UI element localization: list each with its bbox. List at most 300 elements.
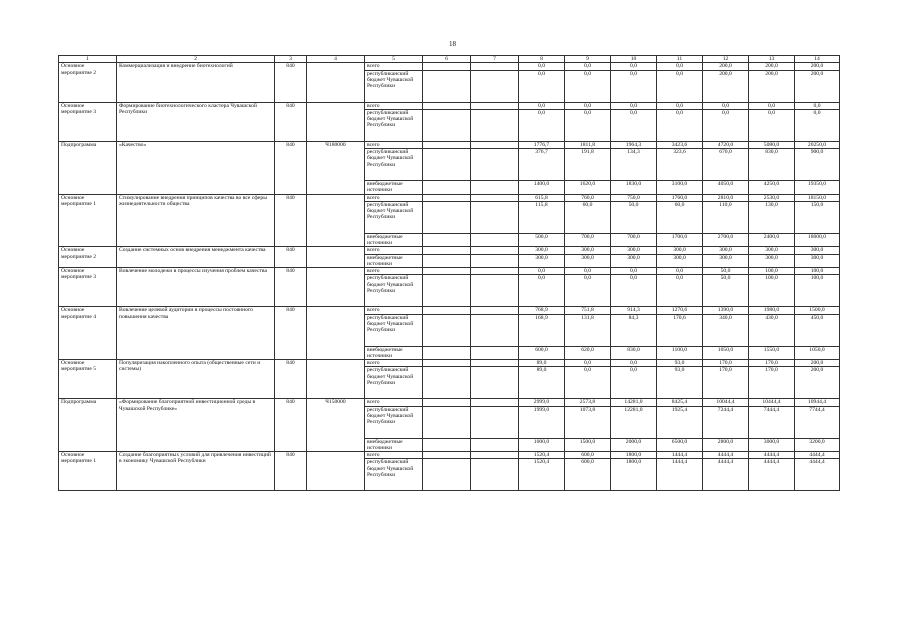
- amount-cell-col-9: 1073,8: [565, 406, 611, 438]
- program-name-cell: Популяризация накопленного опыта (общественные сети и системы): [117, 360, 275, 399]
- empty-cell-7: [471, 459, 519, 491]
- amount-cell-col-8: 115,8: [519, 201, 565, 233]
- table-body: [59, 56, 840, 491]
- amount-cell-col-9: 300,0: [565, 247, 611, 254]
- amount-cell-col-9: 0,0: [565, 367, 611, 399]
- amount-cell-col-10: 2000,0: [611, 438, 657, 452]
- funding-source-cell: внебюджетные источники: [365, 254, 423, 268]
- empty-cell-7: [471, 109, 519, 141]
- amount-cell-col-12: 200,0: [703, 63, 749, 70]
- amount-cell-col-13: 3000,0: [749, 438, 795, 452]
- amount-cell-col-8: 1400,0: [519, 181, 565, 195]
- csr-code-cell: [307, 452, 365, 491]
- funding-source-cell: республиканский бюджет Чувашской Республики: [365, 459, 423, 491]
- table-row: [59, 194, 840, 201]
- amount-cell-col-10: 1964,3: [611, 141, 657, 148]
- amount-cell-col-13: 300,0: [749, 247, 795, 254]
- amount-cell-col-8: 1520,4: [519, 452, 565, 459]
- amount-cell-col-9: 131,8: [565, 314, 611, 346]
- amount-cell-col-12: 50,0: [703, 268, 749, 275]
- table-row: [59, 141, 840, 148]
- amount-cell-col-8: 2999,0: [519, 399, 565, 406]
- amount-cell-col-9: 0,0: [565, 63, 611, 70]
- amount-cell-col-12: 4444,4: [703, 452, 749, 459]
- grbs-code-cell: 840: [275, 399, 307, 452]
- program-name-cell: Вовлечение молодежи в процессы изучения проблем качества: [117, 268, 275, 307]
- column-header-11: 11: [657, 56, 703, 63]
- empty-cell-6: [423, 314, 471, 346]
- amount-cell-col-12: 50,0: [703, 275, 749, 307]
- amount-cell-col-13: 4250,0: [749, 181, 795, 195]
- amount-cell-col-10: 300,0: [611, 254, 657, 268]
- amount-cell-col-10: 300,0: [611, 247, 657, 254]
- amount-cell-col-10: 0,0: [611, 360, 657, 367]
- funding-source-cell: внебюджетные источники: [365, 181, 423, 195]
- empty-cell-7: [471, 346, 519, 360]
- amount-cell-col-14: 300,0: [795, 254, 840, 268]
- empty-cell-7: [471, 149, 519, 181]
- amount-cell-col-10: 914,3: [611, 307, 657, 314]
- amount-cell-col-14: 1050,0: [795, 346, 840, 360]
- column-header-14: 14: [795, 56, 840, 63]
- amount-cell-col-14: 18150,0: [795, 194, 840, 201]
- amount-cell-col-14: 10944,4: [795, 399, 840, 406]
- column-header-13: 13: [749, 56, 795, 63]
- csr-code-cell: [307, 102, 365, 141]
- amount-cell-col-13: 430,0: [749, 314, 795, 346]
- amount-cell-col-8: 768,9: [519, 307, 565, 314]
- amount-cell-col-10: 0,0: [611, 109, 657, 141]
- funding-source-cell: республиканский бюджет Чувашской Республики: [365, 367, 423, 399]
- empty-cell-6: [423, 367, 471, 399]
- amount-cell-col-14: 200,0: [795, 70, 840, 102]
- amount-cell-col-12: 10044,4: [703, 399, 749, 406]
- column-header-12: 12: [703, 56, 749, 63]
- program-type-cell: Основное мероприятие 1: [59, 194, 117, 247]
- empty-cell-7: [471, 63, 519, 70]
- amount-cell-col-13: 1550,0: [749, 346, 795, 360]
- amount-cell-col-12: 1390,0: [703, 307, 749, 314]
- empty-cell-6: [423, 201, 471, 233]
- amount-cell-col-9: 1500,0: [565, 438, 611, 452]
- amount-cell-col-13: 0,0: [749, 109, 795, 141]
- csr-code-cell: Ч150000: [307, 399, 365, 452]
- amount-cell-col-13: 200,0: [749, 63, 795, 70]
- empty-cell-7: [471, 201, 519, 233]
- funding-source-cell: республиканский бюджет Чувашской Республики: [365, 314, 423, 346]
- column-header-4: 4: [307, 56, 365, 63]
- empty-cell-6: [423, 63, 471, 70]
- amount-cell-col-11: 1270,6: [657, 307, 703, 314]
- amount-cell-col-8: 0,0: [519, 268, 565, 275]
- amount-cell-col-11: 3100,0: [657, 181, 703, 195]
- amount-cell-col-8: 500,0: [519, 233, 565, 247]
- program-type-cell: Основное мероприятие 3: [59, 102, 117, 141]
- amount-cell-col-11: 1100,0: [657, 346, 703, 360]
- amount-cell-col-14: 4444,4: [795, 459, 840, 491]
- empty-cell-6: [423, 194, 471, 201]
- csr-code-cell: [307, 307, 365, 360]
- empty-cell-6: [423, 141, 471, 148]
- empty-cell-6: [423, 247, 471, 254]
- empty-cell-7: [471, 194, 519, 201]
- funding-source-cell: всего: [365, 307, 423, 314]
- program-type-cell: Основное мероприятие 3: [59, 268, 117, 307]
- column-header-7: 7: [471, 56, 519, 63]
- empty-cell-7: [471, 406, 519, 438]
- amount-cell-col-14: 200,0: [795, 367, 840, 399]
- amount-cell-col-8: 168,9: [519, 314, 565, 346]
- empty-cell-7: [471, 367, 519, 399]
- amount-cell-col-8: 89,0: [519, 367, 565, 399]
- amount-cell-col-14: 19350,0: [795, 181, 840, 195]
- amount-cell-col-8: 1520,4: [519, 459, 565, 491]
- empty-cell-7: [471, 233, 519, 247]
- column-header-1: 1: [59, 56, 117, 63]
- amount-cell-col-13: 130,0: [749, 201, 795, 233]
- table-row: [59, 102, 840, 109]
- empty-cell-7: [471, 141, 519, 148]
- amount-cell-col-14: 7744,4: [795, 406, 840, 438]
- column-header-5: 5: [365, 56, 423, 63]
- amount-cell-col-12: 2810,0: [703, 194, 749, 201]
- amount-cell-col-11: 0,0: [657, 268, 703, 275]
- program-type-cell: Подпрограмма: [59, 399, 117, 452]
- table-row: [59, 247, 840, 254]
- amount-cell-col-10: 1800,0: [611, 452, 657, 459]
- amount-cell-col-13: 4444,4: [749, 459, 795, 491]
- grbs-code-cell: 840: [275, 268, 307, 307]
- amount-cell-col-12: 2700,0: [703, 233, 749, 247]
- amount-cell-col-12: 1050,0: [703, 346, 749, 360]
- program-name-cell: Коммерциализация и внедрение биотехнологий: [117, 63, 275, 102]
- amount-cell-col-13: 2530,0: [749, 194, 795, 201]
- amount-cell-col-12: 670,0: [703, 149, 749, 181]
- program-type-cell: Основное мероприятие 2: [59, 247, 117, 268]
- amount-cell-col-11: 6500,0: [657, 438, 703, 452]
- amount-cell-col-12: 2800,0: [703, 438, 749, 452]
- amount-cell-col-12: 170,0: [703, 367, 749, 399]
- grbs-code-cell: 840: [275, 102, 307, 141]
- amount-cell-col-13: 100,0: [749, 268, 795, 275]
- amount-cell-col-10: 830,0: [611, 346, 657, 360]
- funding-source-cell: всего: [365, 63, 423, 70]
- empty-cell-6: [423, 268, 471, 275]
- amount-cell-col-10: 750,0: [611, 194, 657, 201]
- empty-cell-7: [471, 360, 519, 367]
- amount-cell-col-11: 300,0: [657, 254, 703, 268]
- amount-cell-col-10: 1800,0: [611, 459, 657, 491]
- amount-cell-col-13: 300,0: [749, 254, 795, 268]
- amount-cell-col-12: 4444,4: [703, 459, 749, 491]
- empty-cell-7: [471, 70, 519, 102]
- amount-cell-col-11: 1444,4: [657, 459, 703, 491]
- program-name-cell: Стимулирование внедрения принципов качества во все сферы жизнедеятельности общества: [117, 194, 275, 247]
- amount-cell-col-8: 0,0: [519, 109, 565, 141]
- empty-cell-7: [471, 314, 519, 346]
- csr-code-cell: [307, 63, 365, 102]
- amount-cell-col-8: 615,8: [519, 194, 565, 201]
- amount-cell-col-11: 0,0: [657, 275, 703, 307]
- amount-cell-col-9: 751,8: [565, 307, 611, 314]
- amount-cell-col-14: 18000,0: [795, 233, 840, 247]
- amount-cell-col-10: 84,3: [611, 314, 657, 346]
- funding-source-cell: всего: [365, 268, 423, 275]
- empty-cell-7: [471, 399, 519, 406]
- amount-cell-col-13: 0,0: [749, 102, 795, 109]
- amount-cell-col-11: 323,6: [657, 149, 703, 181]
- amount-cell-col-14: 0,0: [795, 109, 840, 141]
- amount-cell-col-11: 3423,6: [657, 141, 703, 148]
- funding-source-cell: всего: [365, 102, 423, 109]
- amount-cell-col-13: 1980,0: [749, 307, 795, 314]
- program-type-cell: Основное мероприятие 2: [59, 63, 117, 102]
- amount-cell-col-10: 0,0: [611, 268, 657, 275]
- funding-source-cell: внебюджетные источники: [365, 438, 423, 452]
- amount-cell-col-9: 0,0: [565, 268, 611, 275]
- empty-cell-7: [471, 307, 519, 314]
- funding-source-cell: республиканский бюджет Чувашской Республики: [365, 406, 423, 438]
- amount-cell-col-8: 89,0: [519, 360, 565, 367]
- amount-cell-col-13: 100,0: [749, 275, 795, 307]
- grbs-code-cell: 840: [275, 452, 307, 491]
- amount-cell-col-11: 0,0: [657, 70, 703, 102]
- column-header-6: 6: [423, 56, 471, 63]
- funding-source-cell: всего: [365, 141, 423, 148]
- csr-code-cell: [307, 360, 365, 399]
- table-row: [59, 63, 840, 70]
- amount-cell-col-14: 450,0: [795, 314, 840, 346]
- amount-cell-col-9: 1620,0: [565, 181, 611, 195]
- amount-cell-col-14: 200,0: [795, 360, 840, 367]
- amount-cell-col-11: 170,6: [657, 314, 703, 346]
- amount-cell-col-14: 3200,0: [795, 438, 840, 452]
- empty-cell-6: [423, 438, 471, 452]
- amount-cell-col-14: 1500,0: [795, 307, 840, 314]
- program-type-cell: Основное мероприятие 5: [59, 360, 117, 399]
- table-row: [59, 307, 840, 314]
- amount-cell-col-12: 0,0: [703, 109, 749, 141]
- header-row: [59, 56, 840, 63]
- amount-cell-col-8: 1000,0: [519, 438, 565, 452]
- program-name-cell: Вовлечение целевой аудитории в процессы постоянного повышения качества: [117, 307, 275, 360]
- funding-source-cell: республиканский бюджет Чувашской Республики: [365, 109, 423, 141]
- amount-cell-col-12: 170,0: [703, 360, 749, 367]
- column-header-2: 2: [117, 56, 275, 63]
- empty-cell-7: [471, 254, 519, 268]
- funding-source-cell: республиканский бюджет Чувашской Республики: [365, 275, 423, 307]
- empty-cell-6: [423, 181, 471, 195]
- amount-cell-col-9: 191,8: [565, 149, 611, 181]
- amount-cell-col-11: 0,0: [657, 63, 703, 70]
- grbs-code-cell: 840: [275, 360, 307, 399]
- funding-source-cell: внебюджетные источники: [365, 233, 423, 247]
- amount-cell-col-11: 300,0: [657, 247, 703, 254]
- amount-cell-col-13: 10444,4: [749, 399, 795, 406]
- amount-cell-col-12: 110,0: [703, 201, 749, 233]
- amount-cell-col-13: 7444,4: [749, 406, 795, 438]
- amount-cell-col-11: 8425,4: [657, 399, 703, 406]
- amount-cell-col-13: 200,0: [749, 70, 795, 102]
- amount-cell-col-10: 134,3: [611, 149, 657, 181]
- column-header-9: 9: [565, 56, 611, 63]
- program-name-cell: Формирование биотехнологического кластера Чувашской Республики: [117, 102, 275, 141]
- amount-cell-col-9: 60,0: [565, 201, 611, 233]
- column-header-8: 8: [519, 56, 565, 63]
- amount-cell-col-10: 14281,0: [611, 399, 657, 406]
- amount-cell-col-14: 20250,0: [795, 141, 840, 148]
- amount-cell-col-13: 2400,0: [749, 233, 795, 247]
- amount-cell-col-14: 4444,4: [795, 452, 840, 459]
- amount-cell-col-12: 0,0: [703, 102, 749, 109]
- table-row: [59, 399, 840, 406]
- amount-cell-col-8: 300,0: [519, 247, 565, 254]
- table-row: [59, 268, 840, 275]
- amount-cell-col-9: 0,0: [565, 360, 611, 367]
- empty-cell-6: [423, 459, 471, 491]
- program-type-cell: Подпрограмма: [59, 141, 117, 194]
- empty-cell-7: [471, 438, 519, 452]
- amount-cell-col-9: 620,0: [565, 346, 611, 360]
- amount-cell-col-9: 2573,8: [565, 399, 611, 406]
- amount-cell-col-11: 1925,4: [657, 406, 703, 438]
- amount-cell-col-12: 200,0: [703, 70, 749, 102]
- empty-cell-6: [423, 254, 471, 268]
- amount-cell-col-9: 1811,8: [565, 141, 611, 148]
- empty-cell-7: [471, 268, 519, 275]
- funding-source-cell: всего: [365, 452, 423, 459]
- amount-cell-col-14: 100,0: [795, 275, 840, 307]
- amount-cell-col-10: 0,0: [611, 102, 657, 109]
- amount-cell-col-13: 5080,0: [749, 141, 795, 148]
- empty-cell-6: [423, 109, 471, 141]
- amount-cell-col-9: 300,0: [565, 254, 611, 268]
- amount-cell-col-12: 340,0: [703, 314, 749, 346]
- amount-cell-col-9: 0,0: [565, 70, 611, 102]
- csr-code-cell: [307, 194, 365, 247]
- empty-cell-6: [423, 360, 471, 367]
- amount-cell-col-9: 0,0: [565, 275, 611, 307]
- empty-cell-6: [423, 233, 471, 247]
- amount-cell-col-8: 600,0: [519, 346, 565, 360]
- amount-cell-col-8: 376,7: [519, 149, 565, 181]
- amount-cell-col-10: 50,0: [611, 201, 657, 233]
- grbs-code-cell: 840: [275, 307, 307, 360]
- table-row: [59, 452, 840, 459]
- amount-cell-col-10: 0,0: [611, 70, 657, 102]
- amount-cell-col-14: 200,0: [795, 63, 840, 70]
- empty-cell-6: [423, 102, 471, 109]
- amount-cell-col-11: 93,0: [657, 367, 703, 399]
- amount-cell-col-12: 300,0: [703, 254, 749, 268]
- grbs-code-cell: 840: [275, 63, 307, 102]
- empty-cell-6: [423, 452, 471, 459]
- amount-cell-col-10: 1830,0: [611, 181, 657, 195]
- amount-cell-col-11: 0,0: [657, 102, 703, 109]
- amount-cell-col-8: 0,0: [519, 63, 565, 70]
- csr-code-cell: [307, 268, 365, 307]
- funding-source-cell: всего: [365, 399, 423, 406]
- amount-cell-col-14: 900,0: [795, 149, 840, 181]
- amount-cell-col-12: 7244,4: [703, 406, 749, 438]
- csr-code-cell: Ч180000: [307, 141, 365, 194]
- empty-cell-6: [423, 406, 471, 438]
- program-type-cell: Основное мероприятие 4: [59, 307, 117, 360]
- amount-cell-col-9: 600,0: [565, 452, 611, 459]
- table-row: [59, 360, 840, 367]
- amount-cell-col-9: 0,0: [565, 102, 611, 109]
- column-header-10: 10: [611, 56, 657, 63]
- program-name-cell: Создание системных основ внедрения менеджмента качества: [117, 247, 275, 268]
- program-name-cell: Создание благоприятных условий для привлечения инвестиций в экономику Чувашской Республики: [117, 452, 275, 491]
- empty-cell-7: [471, 452, 519, 459]
- empty-cell-7: [471, 181, 519, 195]
- program-name-cell: «Формирование благоприятной инвестиционной среды в Чувашской Республике»: [117, 399, 275, 452]
- empty-cell-7: [471, 275, 519, 307]
- funding-source-cell: всего: [365, 194, 423, 201]
- funding-source-cell: республиканский бюджет Чувашской Республики: [365, 70, 423, 102]
- amount-cell-col-14: 0,0: [795, 102, 840, 109]
- amount-cell-col-10: 0,0: [611, 275, 657, 307]
- empty-cell-6: [423, 275, 471, 307]
- amount-cell-col-14: 100,0: [795, 268, 840, 275]
- amount-cell-col-9: 760,0: [565, 194, 611, 201]
- funding-source-cell: республиканский бюджет Чувашской Республики: [365, 201, 423, 233]
- page-number: 18: [449, 40, 456, 48]
- amount-cell-col-8: 1999,0: [519, 406, 565, 438]
- amount-cell-col-8: 300,0: [519, 254, 565, 268]
- amount-cell-col-13: 170,0: [749, 367, 795, 399]
- funding-source-cell: всего: [365, 247, 423, 254]
- amount-cell-col-11: 1760,0: [657, 194, 703, 201]
- amount-cell-col-10: 0,0: [611, 63, 657, 70]
- amount-cell-col-12: 4720,0: [703, 141, 749, 148]
- amount-cell-col-11: 1444,4: [657, 452, 703, 459]
- amount-cell-col-9: 600,0: [565, 459, 611, 491]
- amount-cell-col-12: 4050,0: [703, 181, 749, 195]
- empty-cell-7: [471, 102, 519, 109]
- amount-cell-col-14: 150,0: [795, 201, 840, 233]
- empty-cell-6: [423, 70, 471, 102]
- amount-cell-col-8: 0,0: [519, 102, 565, 109]
- empty-cell-6: [423, 149, 471, 181]
- grbs-code-cell: 840: [275, 194, 307, 247]
- funding-source-cell: внебюджетные источники: [365, 346, 423, 360]
- column-header-3: 3: [275, 56, 307, 63]
- amount-cell-col-8: 0,0: [519, 70, 565, 102]
- empty-cell-6: [423, 307, 471, 314]
- program-name-cell: «Качество»: [117, 141, 275, 194]
- amount-cell-col-10: 700,0: [611, 233, 657, 247]
- empty-cell-7: [471, 247, 519, 254]
- amount-cell-col-11: 1700,0: [657, 233, 703, 247]
- budget-table: [58, 55, 840, 491]
- amount-cell-col-13: 170,0: [749, 360, 795, 367]
- amount-cell-col-11: 93,0: [657, 360, 703, 367]
- amount-cell-col-13: 4444,4: [749, 452, 795, 459]
- amount-cell-col-9: 700,0: [565, 233, 611, 247]
- amount-cell-col-10: 0,0: [611, 367, 657, 399]
- empty-cell-6: [423, 399, 471, 406]
- amount-cell-col-13: 830,0: [749, 149, 795, 181]
- amount-cell-col-9: 0,0: [565, 109, 611, 141]
- program-type-cell: Основное мероприятие 1: [59, 452, 117, 491]
- amount-cell-col-8: 1776,7: [519, 141, 565, 148]
- empty-cell-6: [423, 346, 471, 360]
- grbs-code-cell: 840: [275, 141, 307, 194]
- amount-cell-col-11: 60,0: [657, 201, 703, 233]
- funding-source-cell: всего: [365, 360, 423, 367]
